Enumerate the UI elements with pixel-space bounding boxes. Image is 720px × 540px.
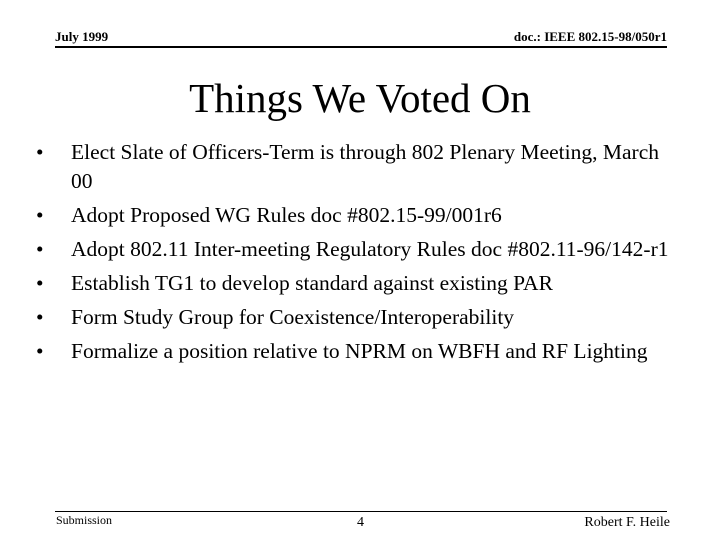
bullet-text: Elect Slate of Officers-Term is through 802 Plenary Meeting, March 00 [71,140,659,193]
footer-page-number: 4 [357,515,364,530]
bullet-text: Form Study Group for Coexistence/Interoperability [71,305,515,329]
header-doc-id: doc.: IEEE 802.15-98/050r1 [513,29,667,44]
header-divider [55,46,667,48]
bullet-text: Adopt 802.11 Inter-meeting Regulatory Rules doc #802.11-96/142-r1 [71,237,669,261]
bullet-item [36,337,676,366]
bullet-marker: • [36,305,44,329]
footer-submission-label: Submission [56,513,113,527]
header-date: July 1999 [55,29,109,44]
bullet-text: Establish TG1 to develop standard against existing PAR [71,271,553,295]
bullet-text: Formalize a position relative to NPRM on WBFH and RF Lighting [71,339,648,363]
footer-divider [55,511,667,512]
bullet-item [36,235,676,264]
bullet-text: Adopt Proposed WG Rules doc #802.15-99/001r6 [71,203,502,227]
bullet-marker: • [36,237,44,261]
bullet-marker: • [36,339,44,363]
bullet-item [36,303,676,332]
bullet-marker: • [36,271,44,295]
slide-title: Things We Voted On [189,75,531,121]
bullet-item [36,269,676,298]
footer-author: Robert F. Heile [584,515,670,530]
bullet-item [36,201,676,230]
bullet-marker: • [36,203,44,227]
bullet-item [36,138,676,196]
bullet-marker: • [36,140,44,164]
bullet-list [36,138,676,371]
